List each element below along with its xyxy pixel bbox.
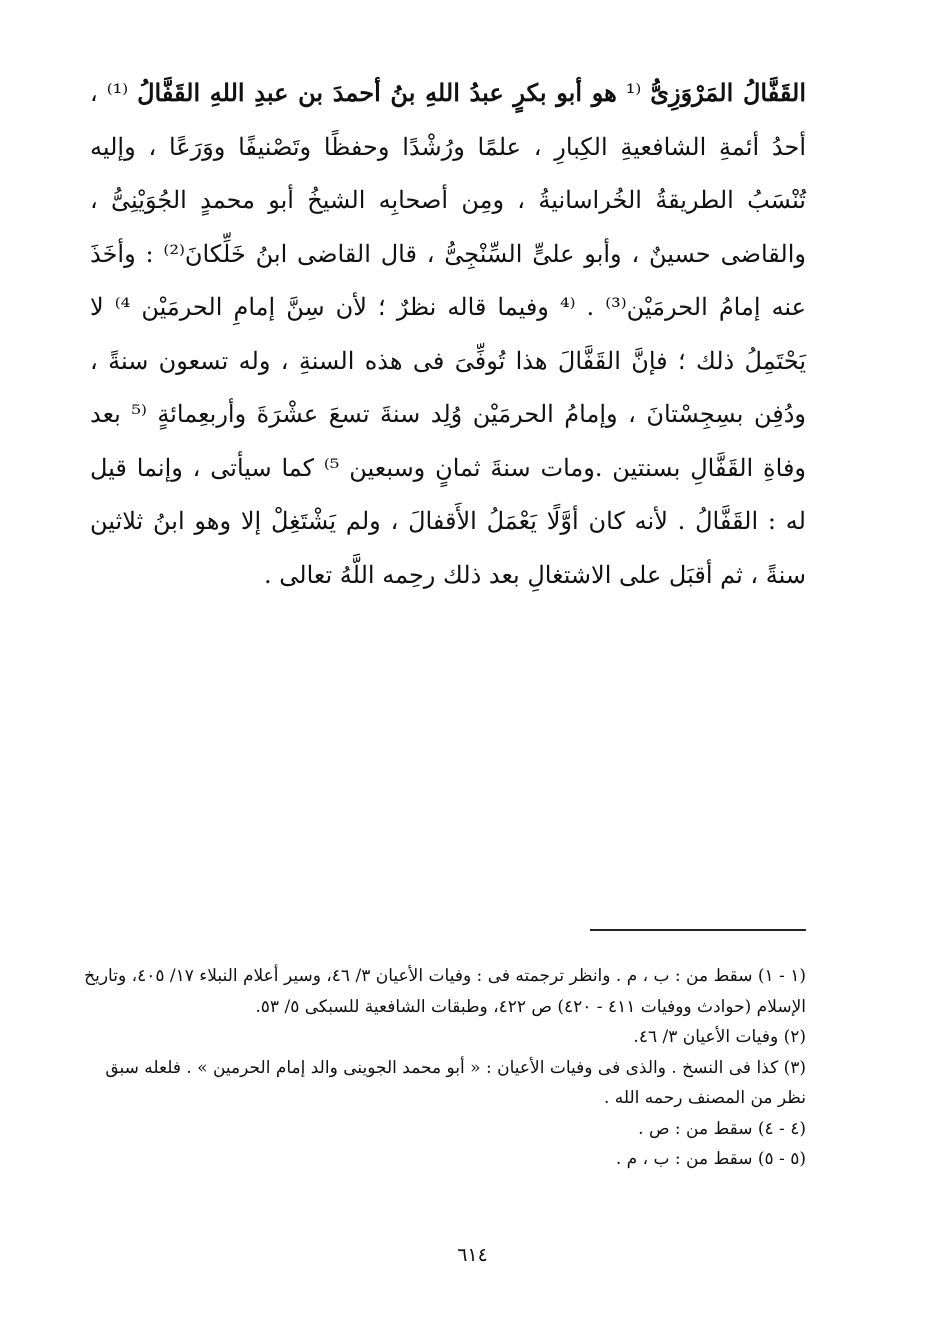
page-number: ٦١٤ (457, 1244, 488, 1266)
footnote-divider (590, 929, 806, 931)
footnote-5: (٥ - ٥) سقط من : ب ، م . (615, 1149, 806, 1169)
subject-full-name: هو أبو بكرٍ عبدُ اللهِ بنُ أحمدَ بن عبدِ اللهِ القَفَّالُ (137, 78, 617, 107)
paragraph-text-3: . ⁽⁴ وفيما قاله نظرٌ ؛ لأن سِنَّ إمامِ الحرمَيْن ⁴⁾ لا يَحْتَمِلُ ذلك ؛ فإنَّ القَفَّالَ هذا تُوفِّىَ فى هذه السنةِ ، وله تسعون سنةً ، ودُفِن بسِجِسْتانَ ، وإمامُ الحرمَيْن وُلِد سنةَ تسعَ عشْرَةَ وأربعِمائةٍ ⁽⁵ بعد وفاةِ القَفَّالِ بسنتين .ومات سنةَ ثمانٍ وسبعين ⁵⁾ كما سيأتى ، وإنما قيل له : القَفَّالُ . لأنه كان أوَّلًا يَعْمَلُ الأَقفالَ ، ولم يَشْتَغِلْ إلا وهو ابنُ ثلاثين سنةً ، ثم أقبَل على الاشتغالِ بعد ذلك رحِمه اللَّهُ تعالى . (90, 293, 807, 589)
subject-name: القَفَّالُ المَرْوَزِىُّ (650, 78, 806, 107)
paragraph-text-1: ، أحدُ أئمةِ الشافعيةِ الكِبارِ ، علمًا ورُشْدًا وحفظًا وتَصْنيفًا ووَرَعًا ، وإليه تُنْسَبُ الطريقةُ الخُراسانيةُ ، ومِن أصحابِه الشيخُ أبو محمدٍ الجُوَيْنِىُّ ، والقاضى حسينٌ ، وأبو علىٍّ السِّنْجِىُّ ، قال القاضى ابنُ خَلِّكانَ (90, 79, 806, 268)
paragraph-text-2: : وأخَذَ عنه إمامُ الحرمَيْن (90, 239, 806, 321)
footnote-1: (١ - ١) سقط من : ب ، م . وانظر ترجمته فى : وفيات الأعيان ٣/ ٤٦، وسير أعلام النبلاء ١٧/ ٤٠٥، وتاريخ الإسلام (حوادث ووفيات ٤١١ - ٤٢٠) ص ٤٢٢، وطبقات الشافعية للسبكى ٥/ ٥٣. (84, 966, 806, 1017)
variant-marker-open: ⁽¹ (616, 79, 651, 107)
footnote-ref-3: ⁽³⁾ (605, 293, 627, 321)
footnote-3: (٣) كذا فى النسخ . والذى فى وفيات الأعيان : « أبو محمد الجوينى والد إمام الحرمين » . فلعله سبق نظر من المصنف رحمه الله . (105, 1057, 806, 1108)
main-paragraph (90, 66, 806, 602)
footnotes (84, 961, 806, 1175)
footnote-4: (٤ - ٤) سقط من : ص . (638, 1118, 806, 1139)
footnote-ref-2: ⁽²⁾ (163, 239, 185, 268)
main-text (90, 66, 806, 602)
footnote-2: (٢) وفيات الأعيان ٣/ ٤٦. (633, 1027, 806, 1047)
variant-marker-close: ⁽¹⁾ (97, 79, 138, 107)
